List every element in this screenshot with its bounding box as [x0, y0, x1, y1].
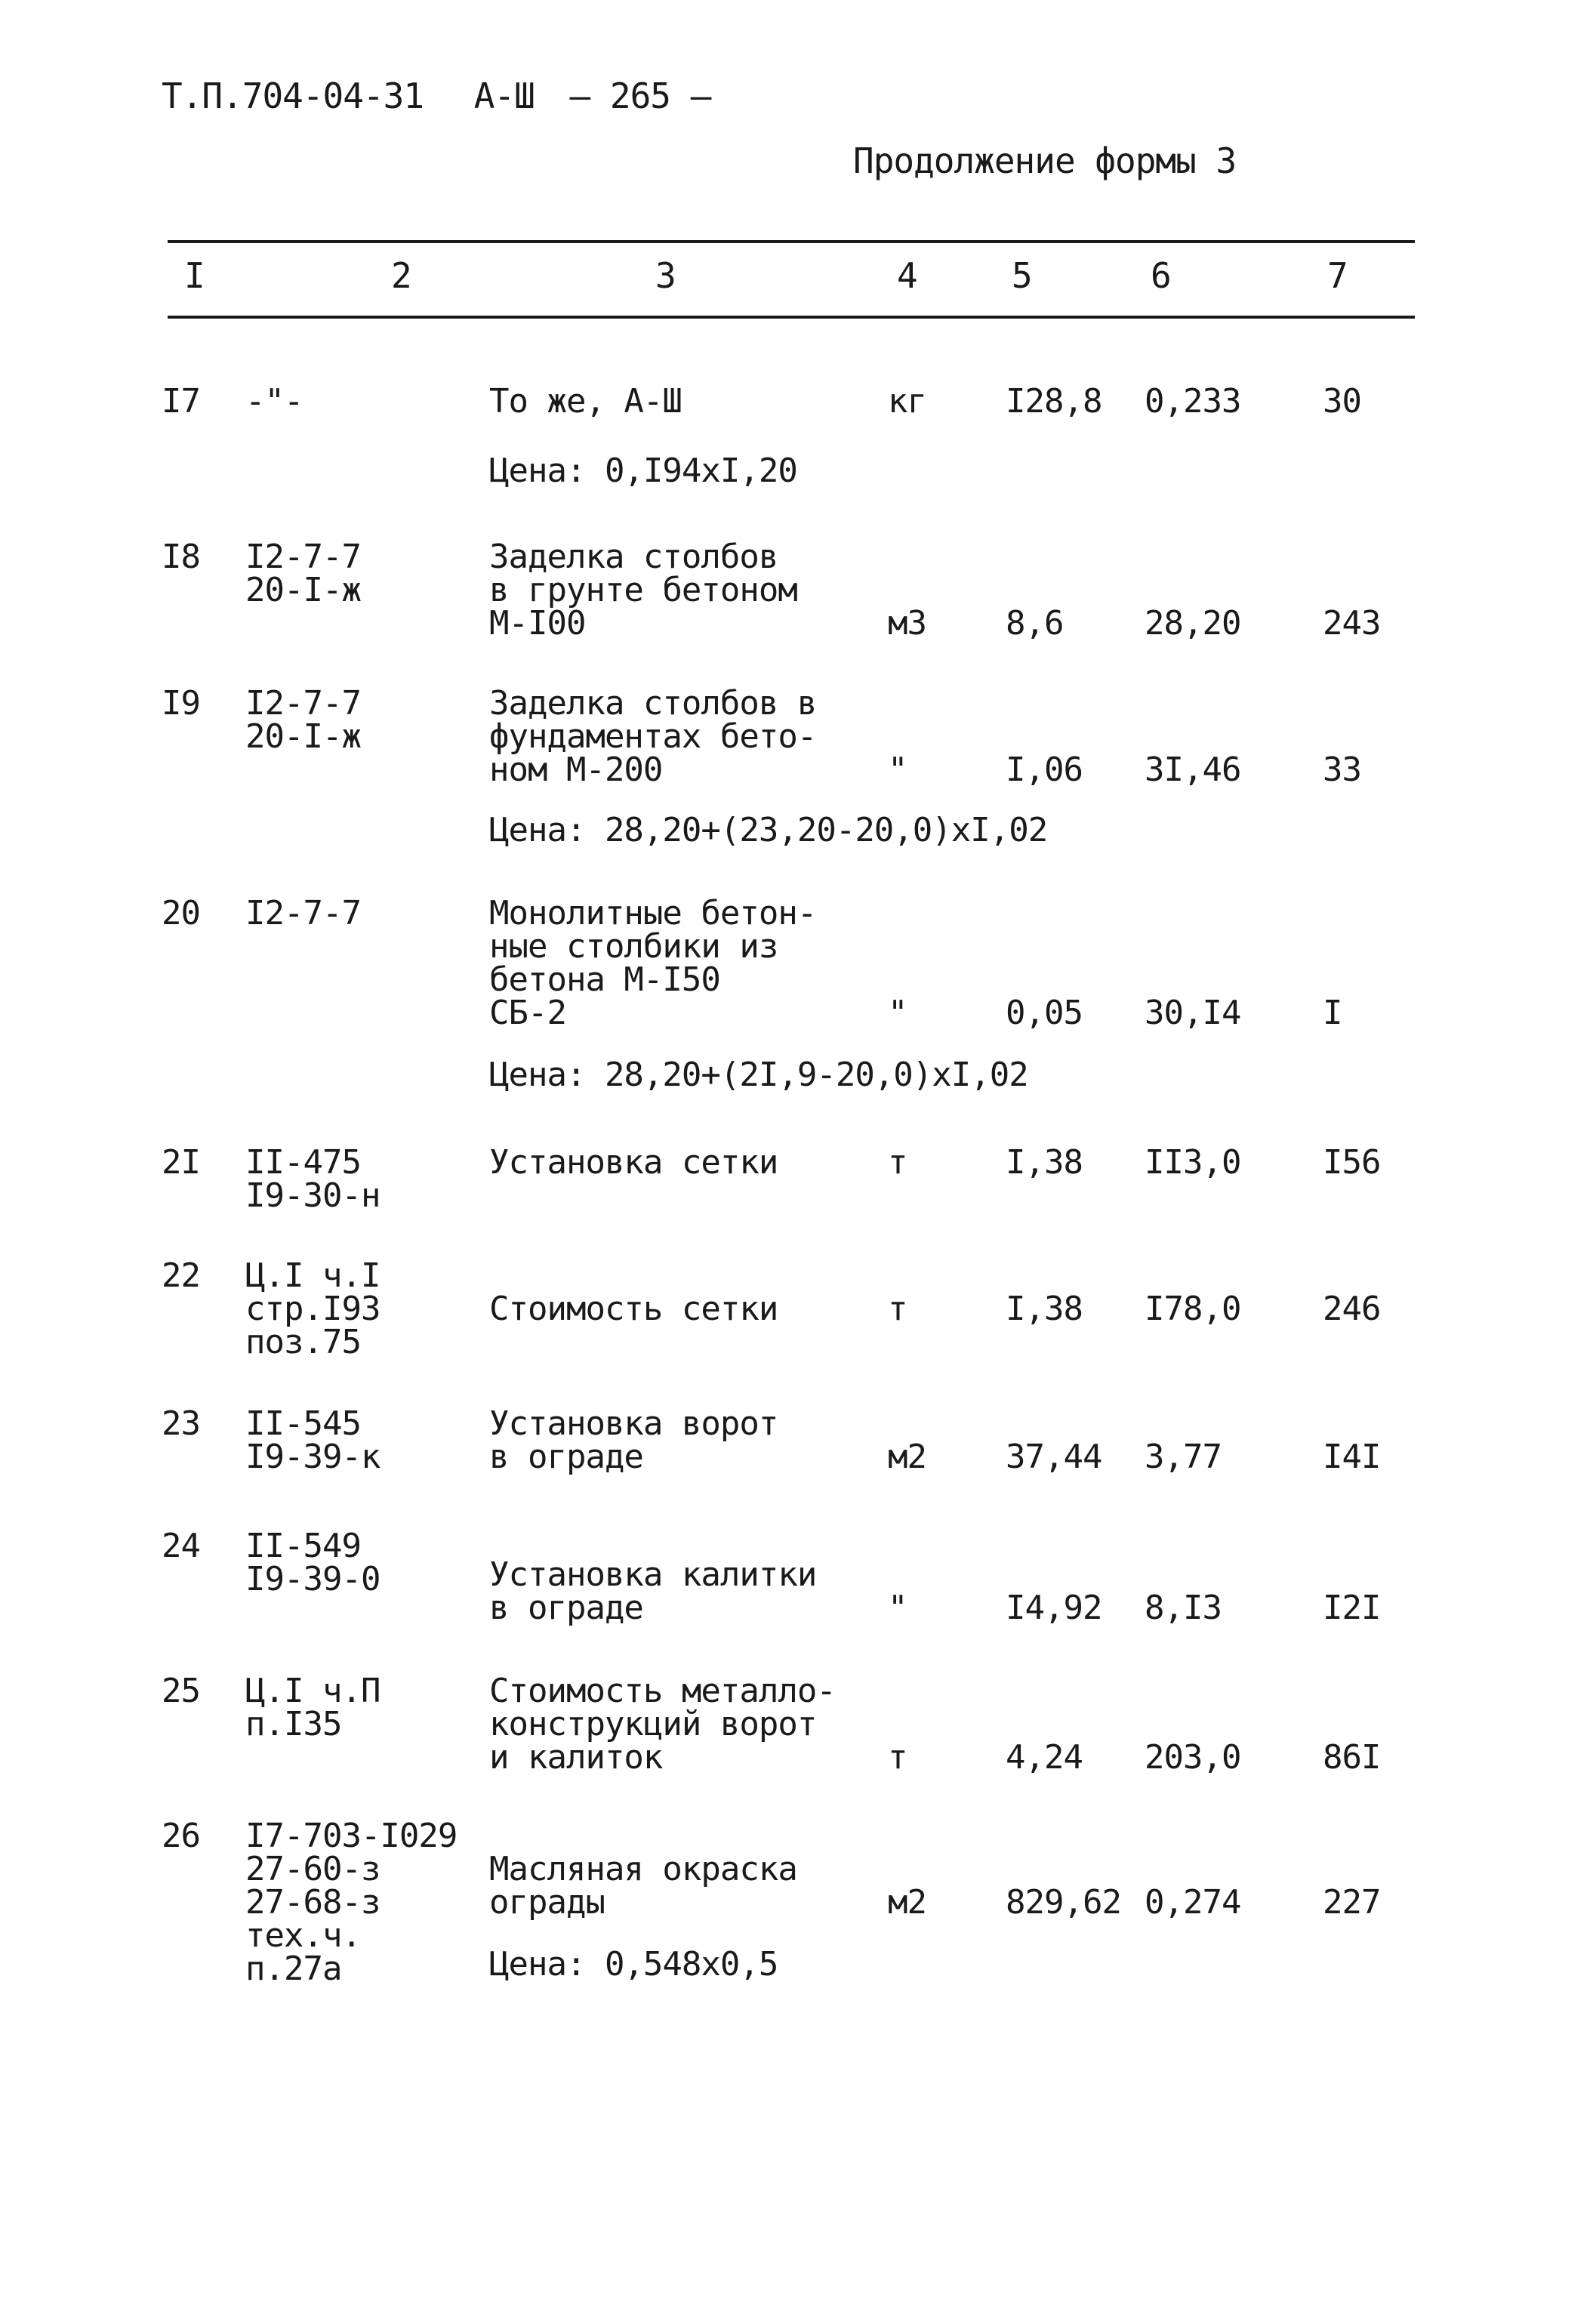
- row-total: I4I: [1323, 1438, 1381, 1476]
- row-quantity: 829,62: [1006, 1883, 1121, 1922]
- row-unit: м3: [888, 604, 926, 643]
- row-total: 246: [1323, 1290, 1381, 1328]
- row-number: I9: [162, 684, 200, 723]
- row-description: Установка сетки: [489, 1143, 778, 1182]
- row-quantity: 8,6: [1006, 604, 1064, 643]
- continuation-title: Продолжение формы 3: [853, 140, 1237, 181]
- column-header-1: I: [184, 255, 205, 296]
- row-number: 20: [162, 894, 200, 932]
- row-unit: т: [888, 1738, 907, 1777]
- row-total: I2I: [1323, 1589, 1381, 1627]
- row-code: II-475 I9-30-н: [245, 1143, 381, 1215]
- row-number: I7: [162, 382, 200, 421]
- row-total: 30: [1323, 382, 1361, 421]
- row-unit-price: 28,20: [1145, 604, 1241, 643]
- row-total: 227: [1323, 1883, 1381, 1922]
- row-number: 2I: [162, 1143, 200, 1182]
- column-header-2: 2: [391, 255, 412, 296]
- row-code: I2-7-7: [245, 894, 361, 932]
- row-total: 86I: [1323, 1738, 1381, 1777]
- row-price-note: Цена: 0,I94хI,20: [489, 452, 797, 490]
- column-header-5: 5: [1012, 255, 1033, 296]
- row-number: 23: [162, 1404, 200, 1443]
- column-header-3: 3: [655, 255, 676, 296]
- table-top-rule: [168, 240, 1415, 243]
- table-header-rule: [168, 316, 1415, 319]
- row-code: II-545 I9-39-к: [245, 1404, 381, 1476]
- row-unit-price: 8,I3: [1145, 1589, 1222, 1627]
- row-price-note: Цена: 28,20+(2I,9-20,0)хI,02: [489, 1056, 1028, 1094]
- row-quantity: I4,92: [1006, 1589, 1102, 1627]
- column-header-4: 4: [897, 255, 918, 296]
- row-description: Установка калитки в ограде: [489, 1555, 817, 1627]
- row-unit: ": [888, 994, 907, 1032]
- row-number: 26: [162, 1817, 200, 1855]
- row-description: Стоимость сетки: [489, 1290, 778, 1328]
- row-unit-price: I78,0: [1145, 1290, 1241, 1328]
- row-code: Ц.I ч.I стр.I93 поз.75: [245, 1256, 381, 1361]
- row-code: I2-7-7 20-I-ж: [245, 684, 361, 756]
- row-price-note: Цена: 0,548х0,5: [489, 1945, 778, 1984]
- row-quantity: I28,8: [1006, 382, 1102, 421]
- doc-code: Т.П.704-04-31: [162, 76, 424, 116]
- row-unit: т: [888, 1143, 907, 1182]
- row-description: Масляная окраска ограды: [489, 1850, 797, 1922]
- row-total: I: [1323, 994, 1342, 1032]
- page-number: — 265 —: [569, 76, 711, 116]
- row-number: 25: [162, 1672, 200, 1710]
- row-code: -"-: [245, 382, 303, 421]
- column-header-7: 7: [1327, 255, 1348, 296]
- row-unit: ": [888, 751, 907, 789]
- row-quantity: I,38: [1006, 1143, 1083, 1182]
- row-description: Монолитные бетон- ные столбики из бетона М-I50 СБ-2: [489, 894, 817, 1032]
- row-code: I2-7-7 20-I-ж: [245, 538, 361, 609]
- row-code: Ц.I ч.П п.I35: [245, 1672, 381, 1743]
- row-code: I7-703-I029 27-60-з 27-68-з тех.ч. п.27а: [245, 1817, 458, 1988]
- row-unit-price: 3I,46: [1145, 751, 1241, 789]
- row-unit: м2: [888, 1883, 926, 1922]
- row-price-note: Цена: 28,20+(23,20-20,0)хI,02: [489, 811, 1048, 849]
- row-number: I8: [162, 538, 200, 576]
- row-total: 243: [1323, 604, 1381, 643]
- row-number: 24: [162, 1527, 200, 1565]
- row-unit: ": [888, 1589, 907, 1627]
- row-number: 22: [162, 1256, 200, 1295]
- row-unit-price: 203,0: [1145, 1738, 1241, 1777]
- row-description: Установка ворот в ограде: [489, 1404, 778, 1476]
- row-quantity: 37,44: [1006, 1438, 1102, 1476]
- document-code: [162, 76, 710, 116]
- row-quantity: I,38: [1006, 1290, 1083, 1328]
- row-unit-price: 0,233: [1145, 382, 1241, 421]
- row-quantity: 4,24: [1006, 1738, 1083, 1777]
- row-code: II-549 I9-39-0: [245, 1527, 381, 1598]
- row-unit: т: [888, 1290, 907, 1328]
- row-total: 33: [1323, 751, 1361, 789]
- row-description: То же, А-Ш: [489, 382, 682, 421]
- doc-section: А-Ш: [473, 76, 535, 116]
- row-unit-price: 30,I4: [1145, 994, 1241, 1032]
- row-description: Заделка столбов в фундаментах бето- ном М-200: [489, 684, 817, 789]
- row-quantity: I,06: [1006, 751, 1083, 789]
- column-header-6: 6: [1151, 255, 1172, 296]
- row-description: Стоимость металло- конструкций ворот и калиток: [489, 1672, 836, 1777]
- row-unit-price: 3,77: [1145, 1438, 1222, 1476]
- row-unit-price: II3,0: [1145, 1143, 1241, 1182]
- row-quantity: 0,05: [1006, 994, 1083, 1032]
- row-description: Заделка столбов в грунте бетоном М-I00: [489, 538, 797, 643]
- row-unit: м2: [888, 1438, 926, 1476]
- row-unit-price: 0,274: [1145, 1883, 1241, 1922]
- row-unit: кг: [888, 382, 926, 421]
- row-total: I56: [1323, 1143, 1381, 1182]
